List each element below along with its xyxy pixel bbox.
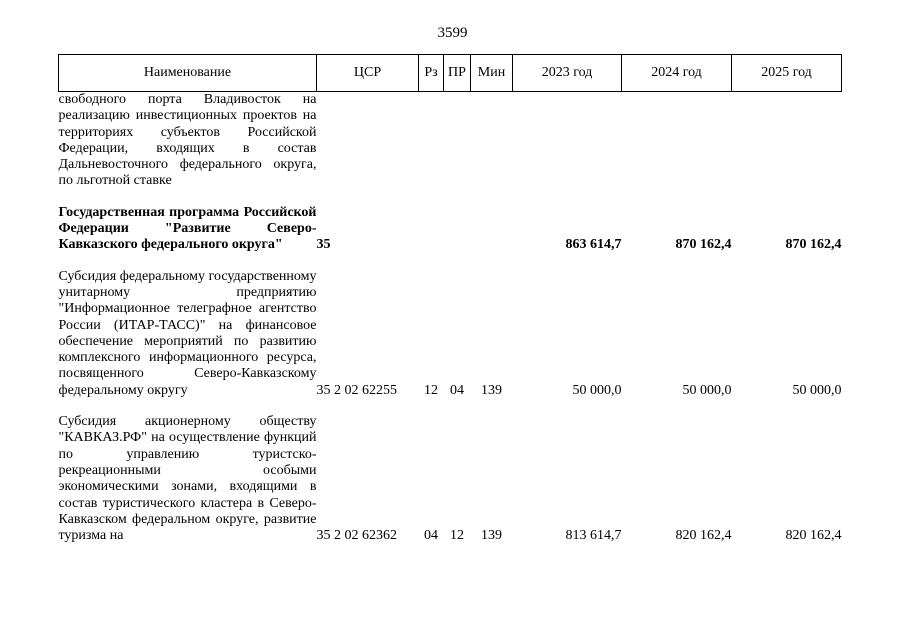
table-row (59, 414, 842, 544)
table-row (59, 269, 842, 399)
row-min (471, 92, 513, 190)
row-pr: 04 (450, 382, 464, 398)
row-name: Субсидия федеральному государственному унитарному предприятию "Информационное телеграфное агентство России (ИТАР-ТАСС)" на финансовое обеспечение мероприятий по развитию комплексного информационного ресурса, посвященного Северо-Кавказскому федеральному округу (58, 268, 317, 398)
row-rz: 12 (424, 382, 438, 398)
header-rz: Рз (419, 55, 444, 92)
table-row (59, 92, 842, 190)
row-pr: 12 (450, 528, 464, 544)
row-min: 139 (481, 382, 502, 398)
row-2023: 50 000,0 (572, 382, 622, 398)
row-2024: 870 162,4 (675, 237, 732, 253)
table-row (59, 205, 842, 254)
row-name: Субсидия акционерному обществу "КАВКАЗ.РФ" на осуществление функций по управлению туристско-рекреационными особыми экономическими зонами, входящими в состав туристического кластера в Северо-Кавказском федеральном округе, развитие туризма на (58, 414, 317, 544)
header-2025: 2025 год (732, 55, 842, 92)
header-pr: ПР (444, 55, 471, 92)
row-2023: 863 614,7 (565, 237, 622, 253)
header-csr: ЦСР (317, 55, 419, 92)
header-2024: 2024 год (622, 55, 732, 92)
row-2024 (622, 92, 732, 190)
header-min: Мин (471, 55, 513, 92)
row-min (471, 205, 513, 254)
row-2025: 870 162,4 (785, 237, 842, 253)
row-rz: 04 (424, 528, 438, 544)
row-rz (419, 92, 444, 190)
header-name: Наименование (59, 55, 317, 92)
table-header-row (59, 55, 842, 92)
row-csr: 35 2 02 62362 (316, 528, 397, 544)
row-csr: 35 (316, 237, 331, 253)
budget-table (58, 54, 842, 544)
header-2023: 2023 год (513, 55, 622, 92)
row-pr (444, 92, 471, 190)
row-2024: 820 162,4 (675, 528, 732, 544)
row-2025: 50 000,0 (792, 382, 842, 398)
page-number: 3599 (437, 25, 468, 41)
row-pr (444, 205, 471, 254)
row-2023: 813 614,7 (565, 528, 622, 544)
row-2025: 820 162,4 (785, 528, 842, 544)
row-rz (419, 205, 444, 254)
row-min: 139 (481, 528, 502, 544)
row-name: Государственная программа Российской Федерации "Развитие Северо-Кавказского федерального округа" (58, 204, 317, 253)
row-csr (317, 92, 419, 190)
row-2025 (732, 92, 842, 190)
row-csr: 35 2 02 62255 (316, 382, 397, 398)
row-2024: 50 000,0 (682, 382, 732, 398)
row-name: свободного порта Владивосток на реализацию инвестиционных проектов на территориях субъектов Российской Федерации, входящих в состав Дальневосточного федерального округа, по льготной ставке (58, 92, 317, 189)
row-2023 (513, 92, 622, 190)
